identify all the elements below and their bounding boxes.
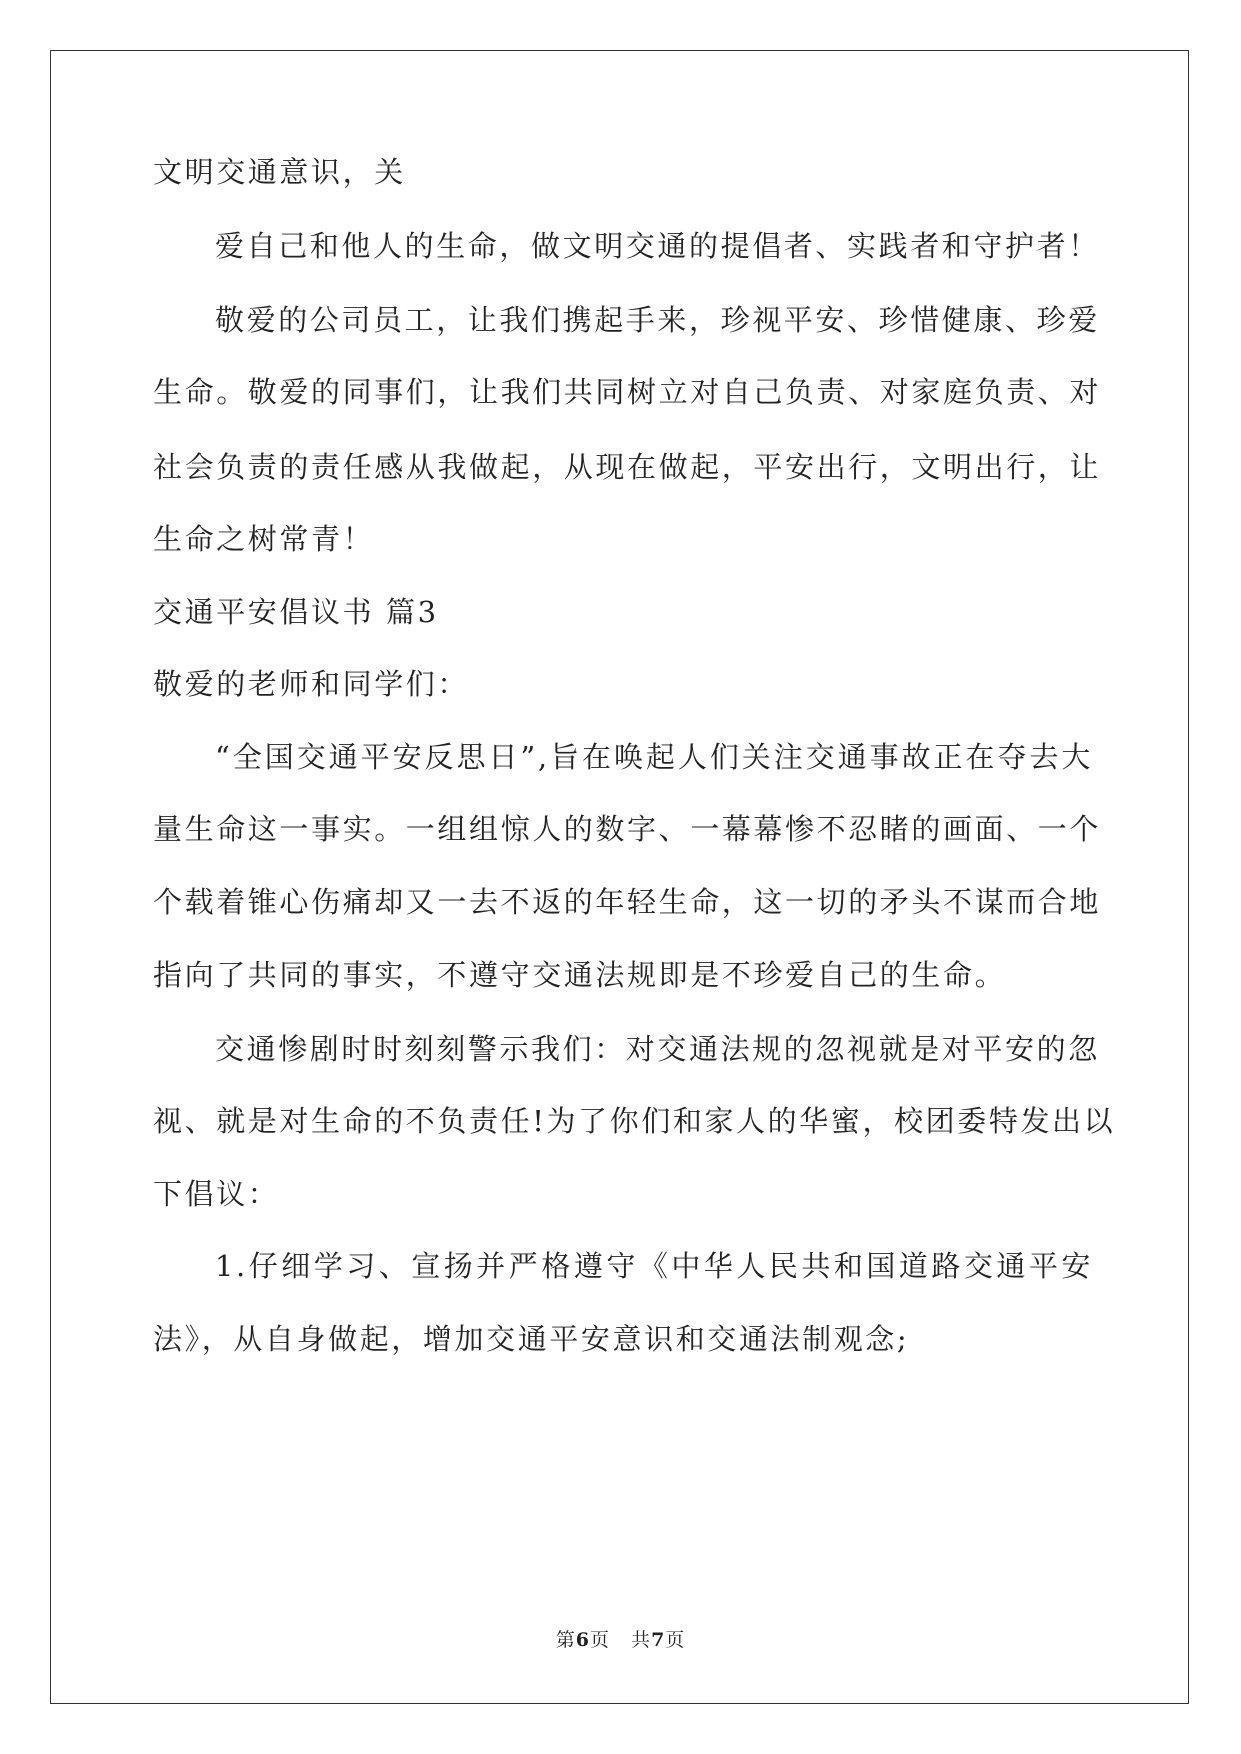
text-line: 个载着锥心伤痛却又一去不返的年轻生命，这一切的矛头不谋而合地	[153, 885, 1102, 919]
text-line: 敬爱的公司员工，让我们携起手来，珍视平安、珍惜健康、珍爱	[215, 303, 1100, 337]
text-line: 生命。敬爱的同事们，让我们共同树立对自己负责、对家庭负责、对	[153, 375, 1102, 409]
text-line: 指向了共同的事实，不遵守交通法规即是不珍爱自己的生命。	[153, 958, 1007, 992]
page-frame	[50, 50, 1189, 1704]
text-line: 视、就是对生命的不负责任!为了你们和家人的华蜜，校团委特发出以	[153, 1104, 1116, 1138]
text-line: 爱自己和他人的生命，做文明交通的提倡者、实践者和守护者！	[215, 229, 1100, 263]
footer-suffix: 页	[665, 1629, 686, 1651]
text-line: 生命之树常青！	[153, 522, 375, 556]
salutation: 敬爱的老师和同学们：	[153, 667, 470, 701]
footer-middle: 页 共	[589, 1629, 652, 1651]
total-pages-number: 7	[651, 1629, 666, 1651]
text-line: 量生命这一事实。一组组惊人的数字、一幕幕惨不忍睹的画面、一个	[153, 812, 1102, 846]
text-line: 法》，从自身做起，增加交通平安意识和交通法制观念;	[153, 1322, 910, 1356]
page-footer	[0, 1628, 1241, 1652]
text-line: 文明交通意识，关	[153, 155, 406, 189]
section-heading: 交通平安倡议书 篇3	[153, 595, 439, 629]
text-line: 1.仔细学习、宣扬并严格遵守《中华人民共和国道路交通平安	[215, 1249, 1093, 1283]
text-line: 下倡议：	[153, 1177, 280, 1211]
footer-prefix: 第	[555, 1629, 576, 1651]
text-line: 交通惨剧时时刻刻警示我们：对交通法规的忽视就是对平安的忽	[215, 1032, 1100, 1066]
current-page-number: 6	[575, 1629, 590, 1651]
text-line: “全国交通平安反思日”,旨在唤起人们关注交通事故正在夺去大	[215, 740, 1093, 774]
text-line: 社会负责的责任感从我做起，从现在做起，平安出行，文明出行，让	[153, 450, 1102, 484]
